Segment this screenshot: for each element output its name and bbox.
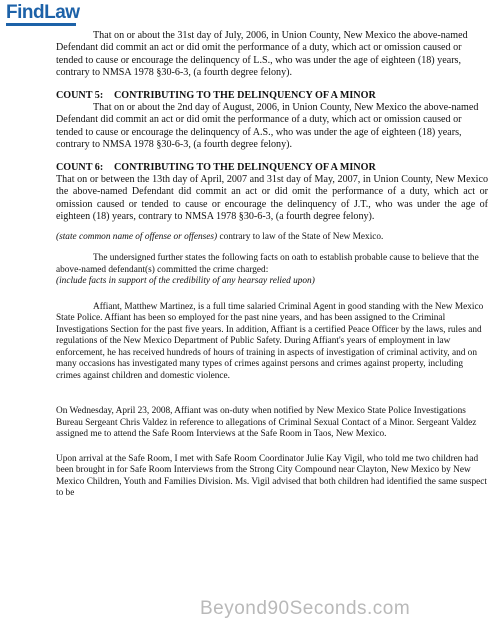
state-offense-rest: contrary to law of the State of New Mexico. bbox=[217, 231, 384, 242]
count6-title: CONTRIBUTING TO THE DELINQUENCY OF A MINOR bbox=[114, 161, 376, 173]
count6-heading bbox=[56, 162, 488, 174]
count5-heading bbox=[56, 90, 488, 102]
count5-number: COUNT 5: bbox=[56, 89, 104, 101]
logo-underline bbox=[6, 23, 76, 26]
count5-title: CONTRIBUTING TO THE DELINQUENCY OF A MINOR bbox=[114, 89, 376, 101]
safe-room-paragraph: Upon arrival at the Safe Room, I met with Safe Room Coordinator Julie Kay Vigil, who told me two children had been brought in for Safe Room Interviews from the Strong City Compound near Clayton, New Mexico by New Mexico Children, Youth and Families Division. Ms. Vigil advised that both children had identified the same suspect to be bbox=[56, 453, 488, 499]
hearsay-note: (include facts in support of the credibility of any hearsay relied upon) bbox=[56, 276, 315, 287]
count5-body: That on or about the 2nd day of August, 2006, in Union County, New Mexico the above-named Defendant did commit an act or did omit the performance of a duty, which act or omission caused or tended to cause or encourage the delinquency of A.S., who was under the age of eighteen (18) years, contrary to NMSA 1978 §30-6-3, (a fourth degree felony). bbox=[56, 102, 479, 151]
document-page bbox=[56, 30, 488, 500]
state-offense-italic: (state common name of offense or offenses) bbox=[56, 231, 218, 242]
logo-text: FindLaw bbox=[6, 2, 80, 23]
april-paragraph: On Wednesday, April 23, 2008, Affiant was on-duty when notified by New Mexico State Police Investigations Bureau Sergeant Chris Valdez in reference to allegations of Criminal Sexual Contact of a Minor. Sergeant Valdez assigned me to attend the Safe Room Interviews at the Safe Room in Taos, New Mexico. bbox=[56, 406, 477, 440]
affiant-paragraph: Affiant, Matthew Martinez, is a full time salaried Criminal Agent in good standing with the New Mexico State Police. Affiant has been so employed for the past nine years, and has been assigned to the Criminal Investigations Section for the past five years. In addition, Affiant is a certified Peace Officer by the laws, rules and regulations of the New Mexico Department of Public Safety. During Affiant's years of employment in law enforcement, he has received hundreds of hours of training in aspects of investigation of criminal activity, and on many occasions has investigated many types of crimes against persons and crimes against property, including crimes against children and domestic violence. bbox=[56, 301, 484, 381]
state-offense-line bbox=[56, 232, 488, 244]
probable-cause-intro: The undersigned further states the following facts on oath to establish probable cause to believe that the above-named defendant(s) committed the crime charged: bbox=[56, 253, 479, 275]
watermark: Beyond90Seconds.com bbox=[200, 598, 411, 619]
count6-body: That on or between the 13th day of April, 2007 and 31st day of May, 2007, in Union County, New Mexico the above-named Defendant did commit an act or did omit the performance of a duty, which act or omission caused or tended to cause or encourage the delinquency of J.T., who was under the age of eighteen (18) years, contrary to NMSA 1978 §30-6-3, (a fourth degree felony). bbox=[56, 174, 488, 223]
findlaw-logo[interactable] bbox=[6, 3, 82, 25]
count6-number: COUNT 6: bbox=[56, 161, 104, 173]
count4-body: That on or about the 31st day of July, 2006, in Union County, New Mexico the above-named Defendant did commit an act or did omit the performance of a duty, which act or omission caused or tended to cause or encourage the delinquency of L.S., who was under the age of eighteen (18) years, contrary to NMSA 1978 §30-6-3, (a fourth degree felony). bbox=[56, 30, 468, 79]
